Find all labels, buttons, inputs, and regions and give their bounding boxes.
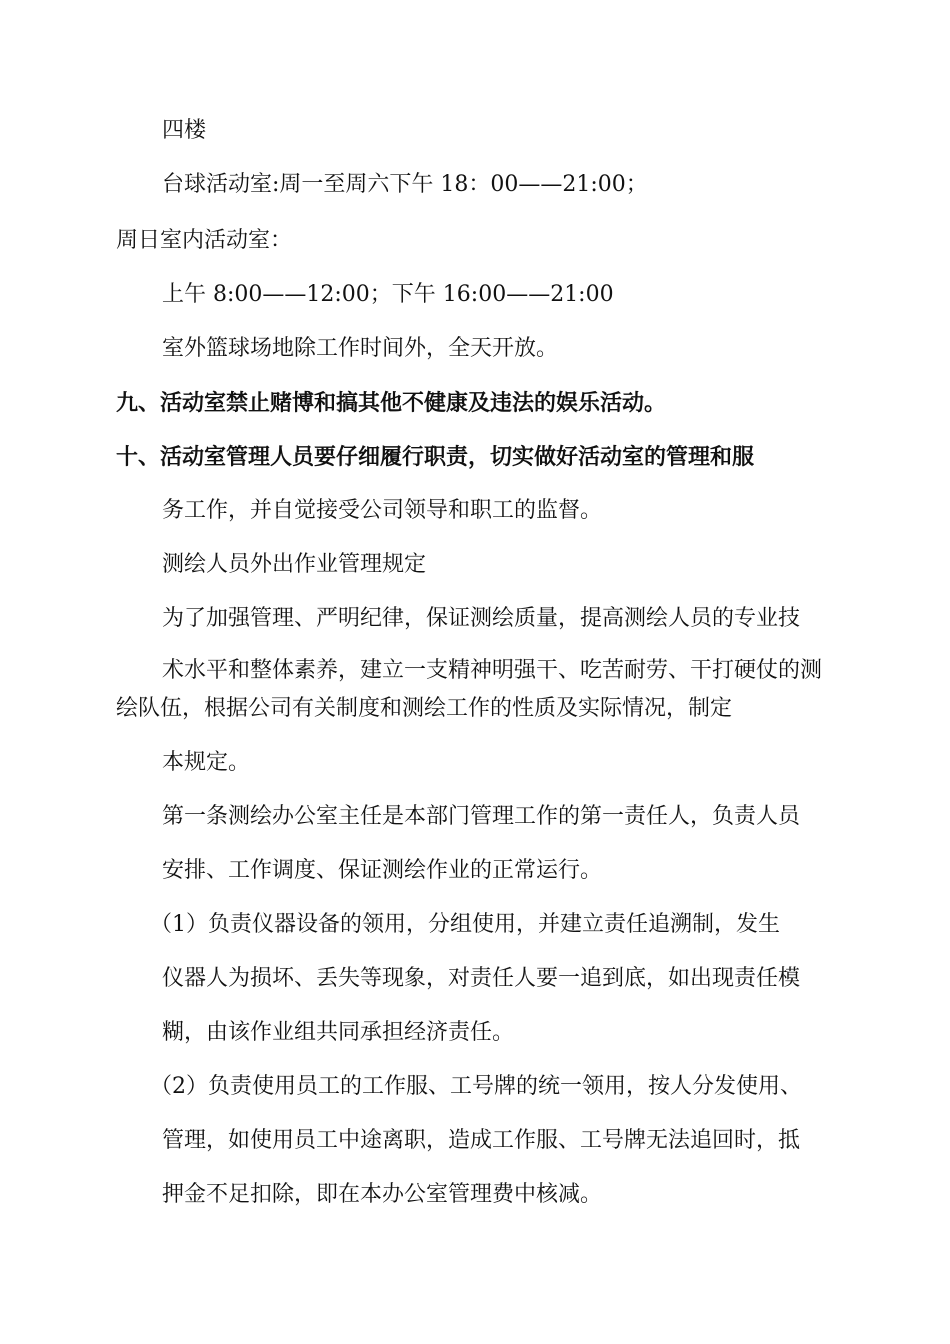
text-line-floor: 四楼 [162, 118, 207, 143]
section-title: 测绘人员外出作业管理规定 [162, 552, 427, 577]
text-line-basketball: 室外篮球场地除工作时间外，全天开放。 [162, 336, 559, 361]
article-one-line-1: 第一条测绘办公室主任是本部门管理工作的第一责任人，负责人员 [162, 804, 801, 829]
rule-nine: 九、活动室禁止赌博和搞其他不健康及违法的娱乐活动。 [116, 390, 667, 416]
text-line-sunday-hours: 上午 8:00——12:00；下午 16:00——21:00 [162, 282, 614, 307]
intro-paragraph-line-4: 本规定。 [162, 750, 251, 775]
intro-paragraph-line-1: 为了加强管理、严明纪律，保证测绘质量，提高测绘人员的专业技 [162, 606, 801, 631]
item-two-line-3: 押金不足扣除，即在本办公室管理费中核减。 [162, 1182, 603, 1207]
item-two-line-1: （2）负责使用员工的工作服、工号牌的统一领用，按人分发使用、 [150, 1074, 802, 1099]
rule-ten-continued: 务工作，并自觉接受公司领导和职工的监督。 [162, 498, 603, 523]
intro-paragraph-line-2: 术水平和整体素养，建立一支精神明强干、吃苦耐劳、干打硬仗的测 [162, 658, 823, 683]
text-line-sunday-indoor: 周日室内活动室： [116, 228, 293, 253]
item-one-line-3: 糊，由该作业组共同承担经济责任。 [162, 1020, 515, 1045]
item-one-line-2: 仪器人为损坏、丢失等现象，对责任人要一追到底，如出现责任模 [162, 966, 801, 991]
rule-ten: 十、活动室管理人员要仔细履行职责，切实做好活动室的管理和服 [116, 444, 755, 470]
item-one-line-1: （1）负责仪器设备的领用，分组使用，并建立责任追溯制，发生 [150, 912, 780, 937]
article-one-line-2: 安排、工作调度、保证测绘作业的正常运行。 [162, 858, 603, 883]
intro-paragraph-line-3: 绘队伍，根据公司有关制度和测绘工作的性质及实际情况，制定 [116, 696, 733, 721]
text-line-billiards-hours: 台球活动室:周一至周六下午 18：00——21:00； [162, 172, 648, 197]
item-two-line-2: 管理，如使用员工中途离职，造成工作服、工号牌无法追回时，抵 [162, 1128, 801, 1153]
